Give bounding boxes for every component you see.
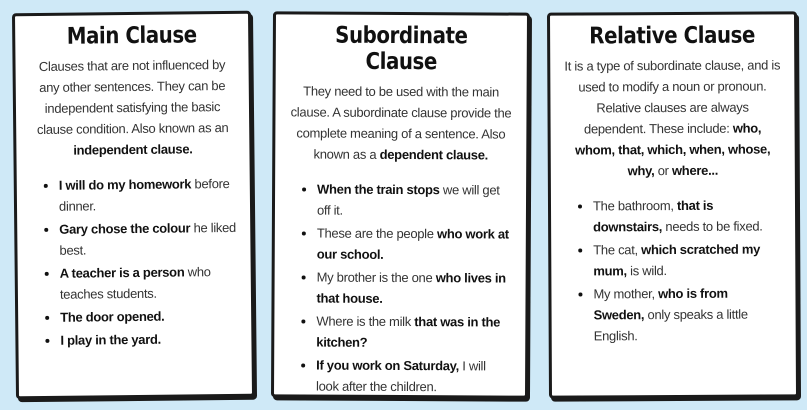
example-item — [316, 311, 511, 354]
card-description — [564, 54, 781, 181]
bold-text: A teacher is a person — [59, 264, 185, 281]
example-item — [317, 179, 512, 222]
card-title: Main Clause — [66, 22, 197, 50]
bold-text: dependent clause. — [379, 146, 489, 163]
example-item — [60, 305, 237, 328]
example-item — [59, 217, 236, 261]
main-clause-card — [12, 11, 255, 399]
card-title: Subordinate Clause — [335, 22, 468, 76]
example-item — [316, 355, 511, 398]
subordinate-clause-card — [271, 11, 530, 398]
text: only speaks a little English. — [593, 306, 748, 344]
bold-text: who is from Sweden, — [593, 285, 728, 323]
bold-text: independent clause. — [73, 141, 193, 158]
bold-text: When the train stops — [317, 181, 440, 198]
text: My brother is the one — [316, 269, 436, 286]
example-item — [593, 194, 781, 237]
example-item — [60, 261, 237, 305]
text: These are the people — [316, 225, 438, 242]
example-item — [316, 267, 511, 310]
bold-text: I play in the yard. — [60, 331, 161, 348]
bold-text: who work at our school. — [316, 226, 509, 262]
text: before dinner. — [58, 175, 230, 214]
text: he liked best. — [59, 219, 237, 258]
example-list — [288, 178, 512, 397]
example-item — [593, 282, 781, 346]
text: The bathroom, — [592, 197, 678, 214]
relative-clause-card — [547, 11, 799, 398]
text: I will look after the children. — [316, 358, 486, 395]
example-item — [593, 238, 781, 281]
text: The cat, — [593, 242, 642, 258]
bold-text: If you work on Saturday, — [316, 357, 460, 374]
text: who teaches students. — [59, 264, 211, 302]
card-title: Relative Clause — [589, 22, 756, 50]
text: is wild. — [626, 263, 667, 279]
bold-text: The door opened. — [60, 308, 165, 325]
bold-text: Gary chose the colour — [59, 220, 191, 237]
bold-text: who lives in that house. — [316, 270, 506, 306]
bold-text: I will do my homework — [58, 176, 192, 193]
bold-text: where... — [671, 162, 719, 179]
example-list — [565, 194, 782, 346]
text: Where is the milk — [316, 313, 415, 330]
text: It is a type of subordinate clause, and is used to modify a noun or pronoun. Relative clauses are always dependent. These include: — [564, 57, 781, 137]
example-list — [31, 173, 238, 351]
text: Clauses that are not influenced by any other sentences. They can be independent satisfying the basic clause condition. Also known as an — [36, 57, 229, 138]
text: needs to be fixed. — [662, 218, 763, 235]
example-item — [317, 223, 512, 266]
bold-text: that was in the kitchen? — [316, 314, 501, 350]
text: or — [654, 163, 673, 179]
example-item — [60, 328, 237, 351]
text: They need to be used with the main clause. A subordinate clause provide the complete meaning of a sentence. Also known as a — [290, 83, 512, 162]
bold-text: which scratched my mum, — [593, 241, 761, 279]
card-description — [29, 54, 235, 161]
card-description — [289, 80, 512, 165]
text: we will get off it. — [316, 182, 500, 218]
bold-text: that is downstairs, — [593, 197, 714, 235]
example-item — [59, 173, 236, 217]
bold-text: who, whom, that, which, when, whose, why, — [575, 120, 771, 179]
text: My mother, — [593, 286, 659, 302]
